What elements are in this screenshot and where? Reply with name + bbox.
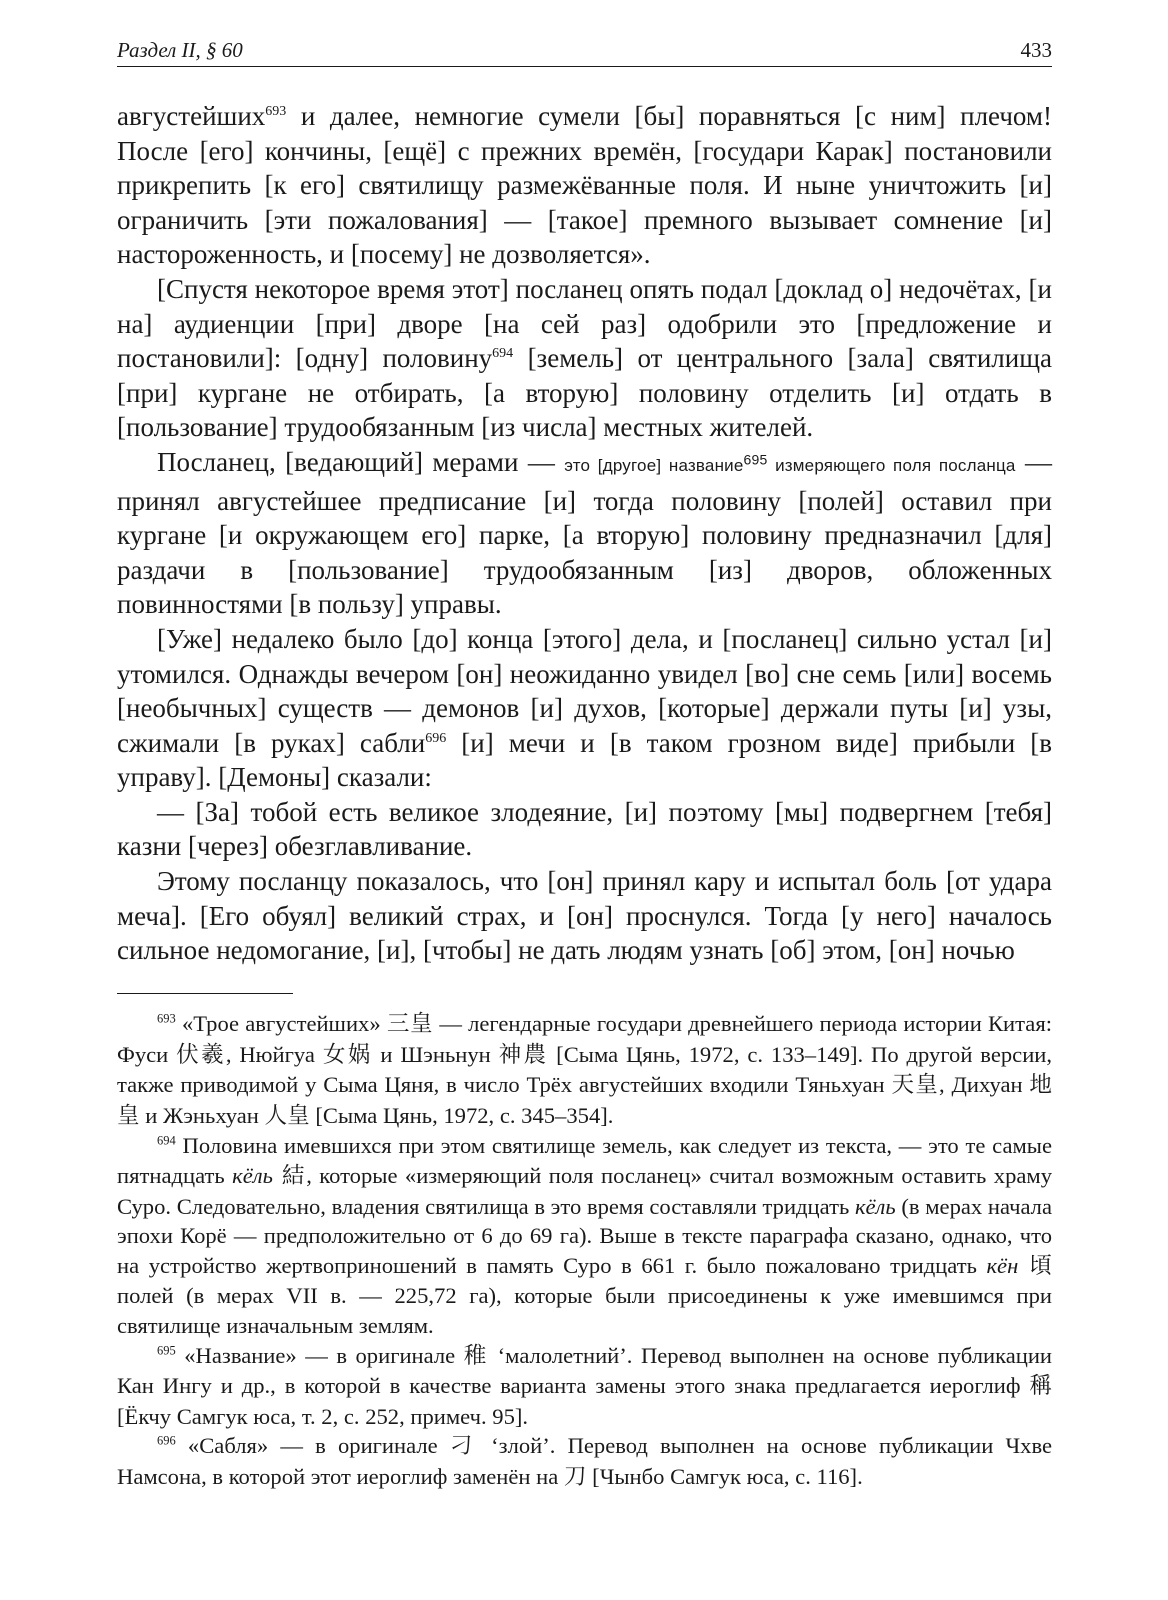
footnote-696: $^{696}$ «Сабля» — в оригинале 刁 ‘злой’. Перевод выполнен на основе публикации Чхве Намсона, в которой этот иероглиф заменён на 刀 [Чынбо Самгук юса, с. 116]. [117,1433,1053,1490]
paragraph-dialogue: — [За] тобой есть великое злодеяние, [и] поэтому [мы] подвергнем [тебя] казни [через] обезглавливание. [117,796,1052,862]
footnote-number: 696 [157,1433,176,1448]
running-header [117,38,1052,67]
footnote-ref-695: 695 [743,451,768,468]
page-number: 433 [1020,38,1052,62]
paragraph: [Уже] недалеко было [до] конца [этого] дела, и [посланец] сильно устал [и] утомился. Однажды вечером [он] неожиданно увидел [во] сне семь [или] восемь [необычных] существ — демонов [и] духов, [которые] держали путы [и] узы, сжимали [в руках] сабли$^{696}$ [и] мечи и [в таком грозном виде] прибыли [в управу]. [Демоны] сказали: [117,623,1052,793]
paragraph: [Спустя некоторое время этот] посланец опять подал [доклад о] недочётах, [и на] аудиенции [при] дворе [на сей раз] одобрили это [предложение и постановили]: [одну] половину$^{694}$ [земель] от центрального [зала] святилища [при] кургане не отбирать, [а вторую] половину отделить [и] отдать в [пользование] трудообязанным [из числа] местных жителей. [117,273,1052,443]
footnote-ref-694: 694 [492,346,514,362]
footnote-695: $^{695}$ «Название» — в оригинале 稚 ‘малолетний’. Перевод выполнен на основе публикации Кан Ингу и др., в которой в качестве варианта замены этого знака предлагается иероглиф 稱 [Ёкчу Самгук юса, т. 2, с. 252, примеч. 95]. [117,1342,1053,1429]
main-text [117,99,1052,968]
paragraph: августейших$^{693}$ и далее, немногие сумели [бы] поравняться [с ним] плечом! После [его] кончины, [ещё] с прежних времён, [государи Карак] постановили прикрепить [к его] святилищу размежёванные поля. И ныне уничтожить [и] ограничить [эти пожалования] — [такое] премного вызывает сомнение [и] настороженность, и [посему] не дозволяется». [117,101,1052,270]
footnote-number: 693 [157,1011,176,1026]
paragraph: Посланец, [ведающий] мерами — это [другое] название$^{695}$ измеряющего поля посланца — принял августейшее предписание [и] тогда половину [полей] оставил при кургане [и окружающем его] парке, [а вторую] половину предназначил [для] раздачи в [пользование] трудообязанным [из] дворов, обложенных повинностями [в пользу] управы. [117,446,1052,620]
footnote-number: 695 [157,1343,176,1357]
footnote-693: $^{693}$ «Трое августейших» 三皇 — легендарные государи древнейшего периода истории Китая: Фуси 伏羲, Нюйгуа 女娲 и Шэньнун 神農 [Сыма Цянь, 1972, с. 133–149]. По другой версии, также приводимой у Сыма Цяня, в число Трёх августейших входили Тяньхуан 天皇, Дихуан 地皇 и Жэньхуан 人皇 [Сыма Цянь, 1972, с. 345–354]. [117,1011,1053,1129]
footnote-ref-696: 696 [425,730,447,746]
footnote-number: 694 [157,1133,176,1148]
footnote-ref-693: 693 [265,104,287,119]
footnotes [117,1009,1052,1493]
paragraph: Этому посланцу показалось, что [он] принял кару и испытал боль [от удара меча]. [Его обуял] великий страх, и [он] проснулся. Тогда [у него] началось сильное недомогание, [и], [чтобы] не дать людям узнать [об] этом, [он] ночью [117,866,1052,966]
inline-note: это [другое] название$^{695}$ измеряющего поля посланца [564,451,1016,475]
footnote-694: $^{694}$ Половина имевшихся при этом святилище земель, как следует из текста, — это те самые пятнадцать кёль 結, которые «измеряющий поля посланец» считал возможным оставить храму Суро. Следовательно, владения святилища в это время составляли тридцать кёль (в мерах начала эпохи Корё — предположительно от 6 до 69 га). Выше в тексте параграфа сказано, однако, что на устройство жертвоприношений в память Суро в 661 г. было пожаловано тридцать кён 頃 полей (в мерах VII в. — 225,72 га), которые были присоединены к уже имевшимся при святилище изначальным землям. [117,1133,1053,1338]
footnote-divider [117,993,293,994]
section-title: Раздел II, § 60 [117,38,243,62]
